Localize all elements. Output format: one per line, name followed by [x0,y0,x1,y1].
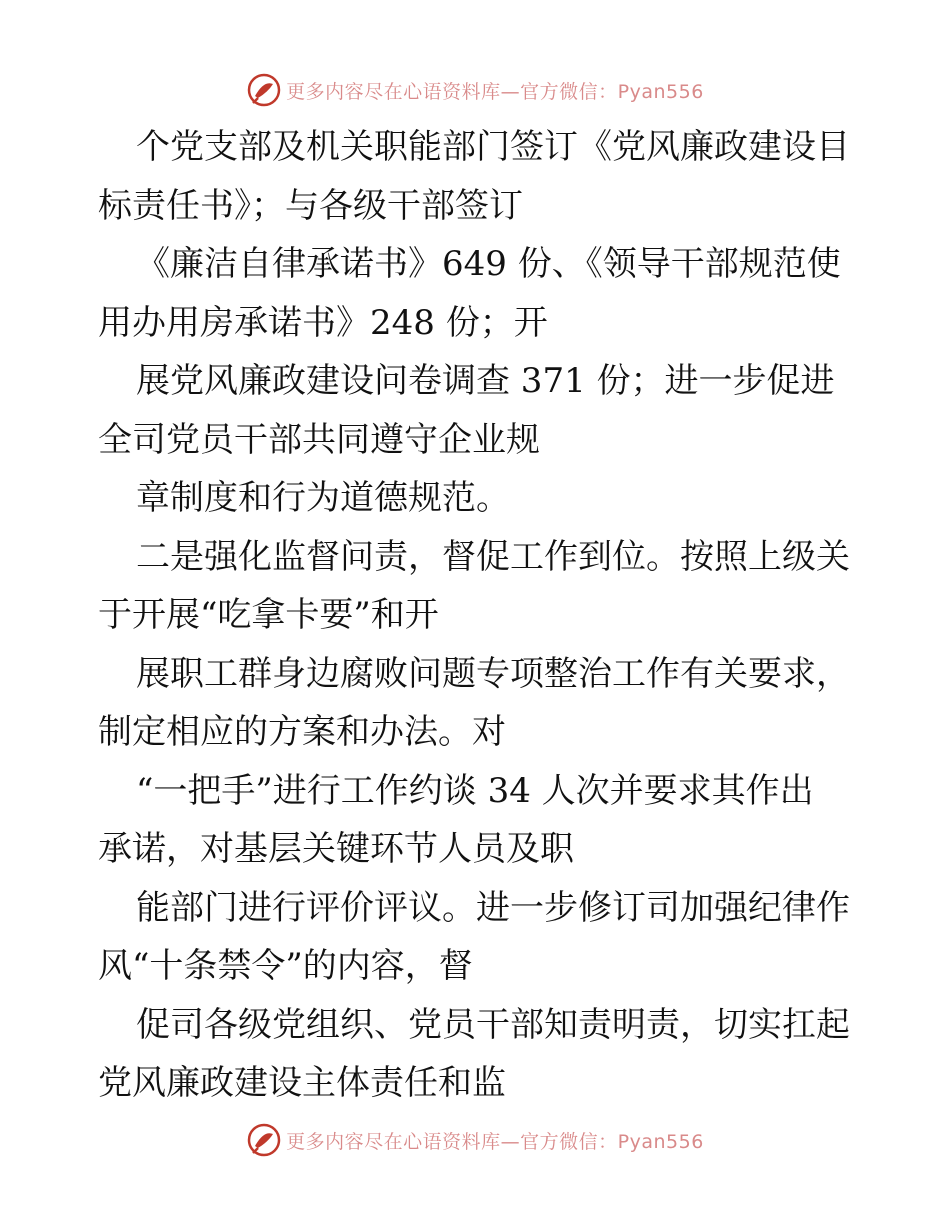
body-text-line: 全司党员干部共同遵守企业规 [98,419,540,460]
document-body [98,118,858,1113]
body-text-line: 促司各级党组织、党员干部知责明责，切实扛起 [136,1004,850,1045]
body-text-line: 二是强化监督问责，督促工作到位。按照上级关 [136,536,850,577]
body-text-line: 风“十条禁令”的内容，督 [98,946,473,986]
watermark-text: 更多内容尽在心语资料库—官方微信：Pyan556 [286,1130,704,1153]
body-text-line: 用办用房承诺书》248 份；开 [98,302,548,343]
watermark-text: 更多内容尽在心语资料库—官方微信：Pyan556 [286,80,704,103]
body-text-line: “一把手”进行工作约谈 34 人次并要求其作出 [136,770,814,811]
body-text-line: 展职工群身边腐败问题专项整治工作有关要求， [136,653,850,694]
body-text-line: 章制度和行为道德规范。 [136,478,510,518]
body-text-line: 党风廉政建设主体责任和监 [98,1063,506,1103]
header-watermark [0,70,950,110]
body-text-line: 能部门进行评价评议。进一步修订司加强纪律作 [136,887,850,928]
pen-nib-logo-icon [246,72,282,108]
body-text-line: 标责任书》；与各级干部签订 [98,185,523,226]
footer-watermark [0,1120,950,1160]
pen-nib-logo-icon [246,1122,282,1158]
body-text-line: 个党支部及机关职能部门签订《党风廉政建设目 [136,127,850,167]
body-text-line: 于开展“吃拿卡要”和开 [98,595,439,635]
body-text-line: 《廉洁自律承诺书》649 份、《领导干部规范使 [136,244,841,284]
body-text-line: 承诺，对基层关键环节人员及职 [98,829,574,869]
body-text-line: 制定相应的方案和办法。对 [98,712,506,752]
body-text-line: 展党风廉政建设问卷调查 371 份；进一步促进 [136,361,835,401]
